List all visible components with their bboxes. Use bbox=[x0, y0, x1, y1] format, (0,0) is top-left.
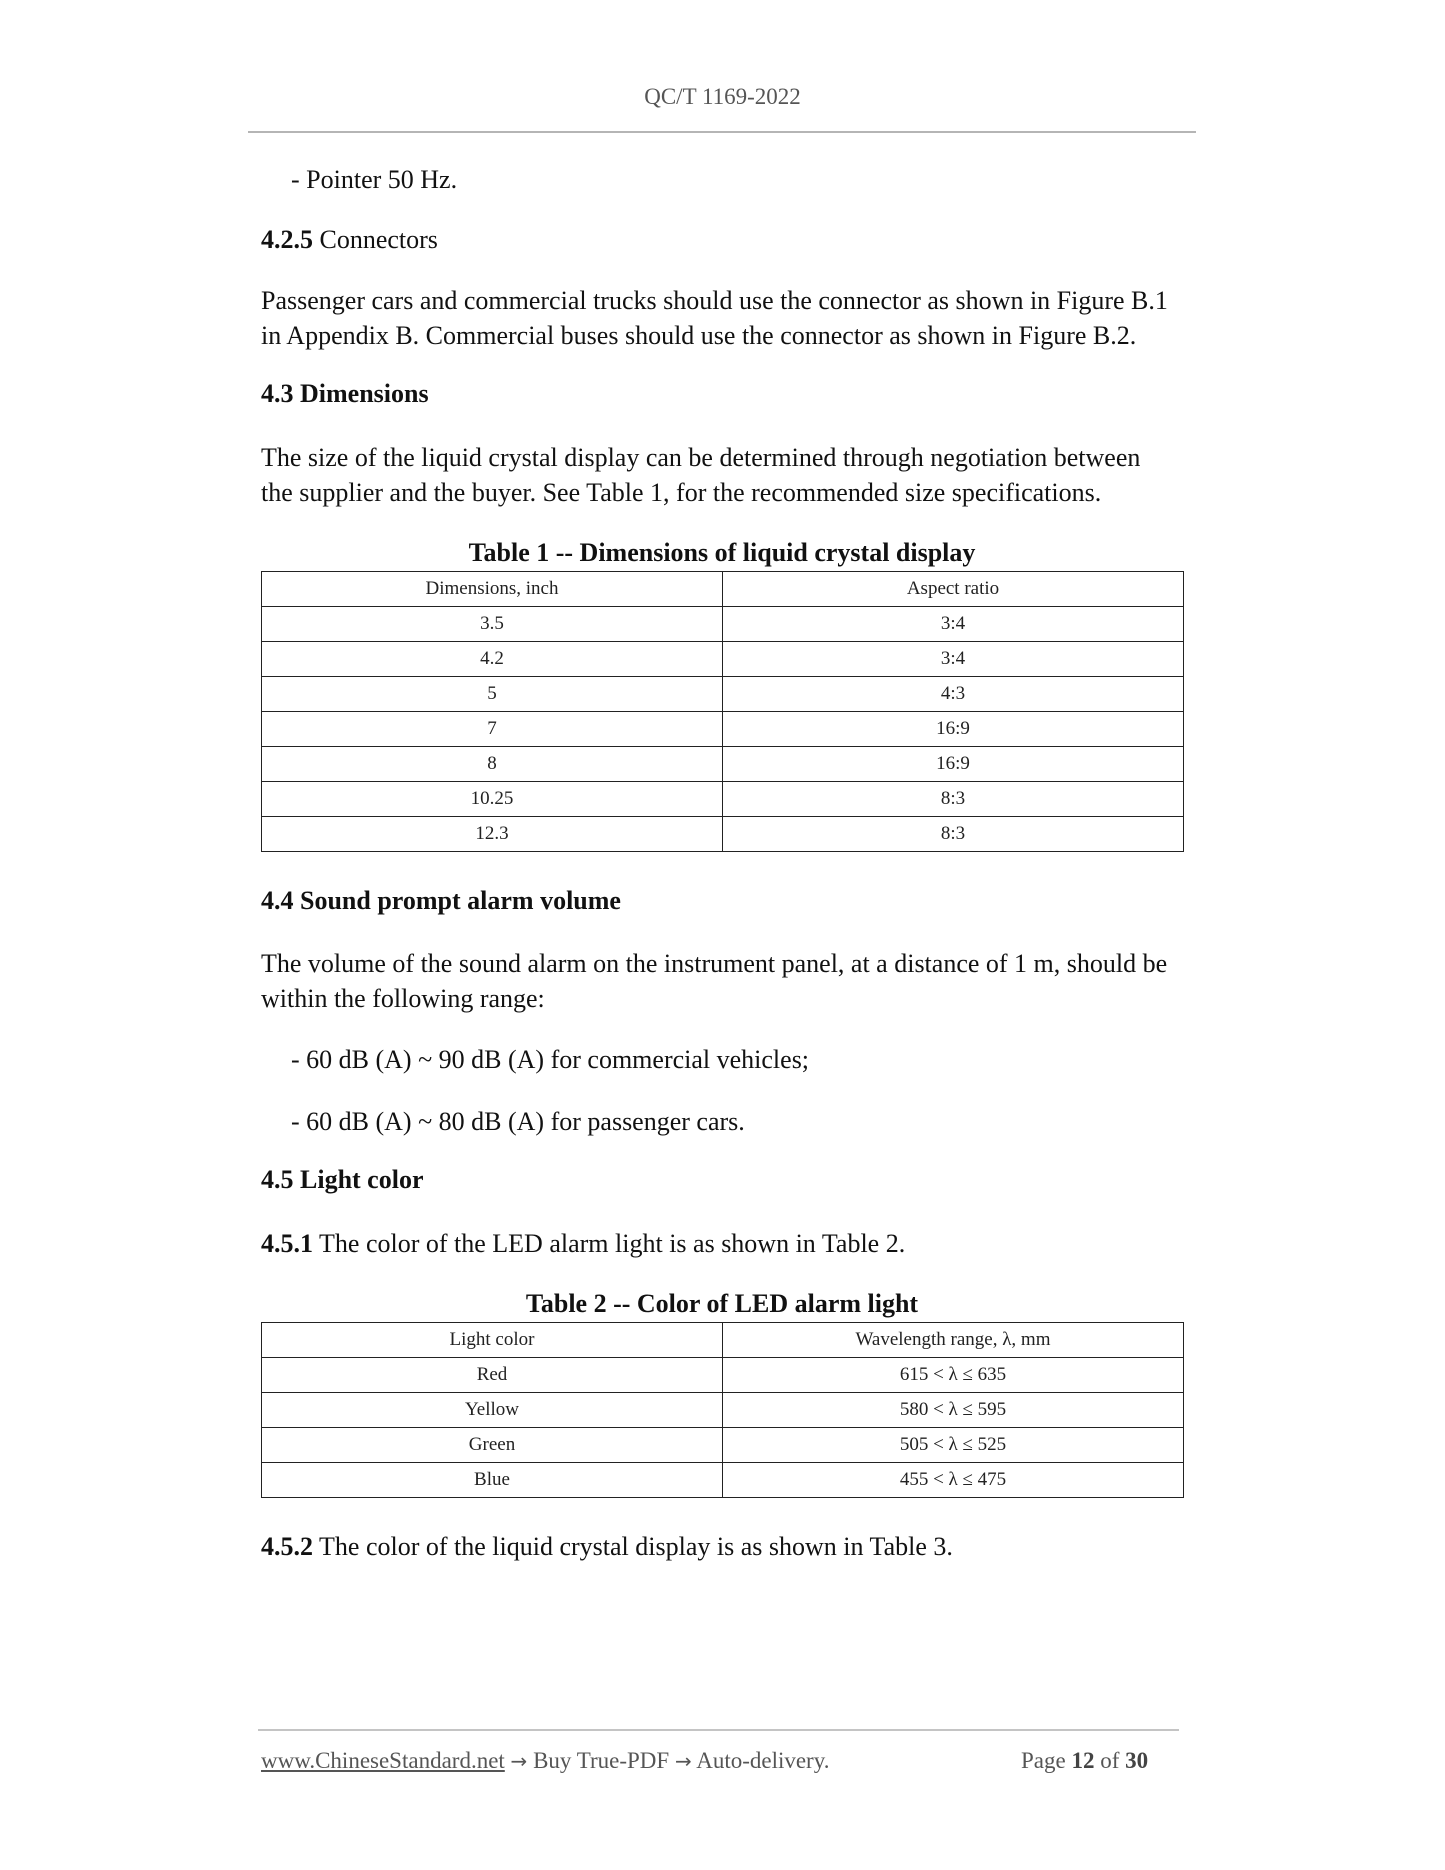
of-label: of bbox=[1100, 1748, 1120, 1773]
pointer-frequency-line: - Pointer 50 Hz. bbox=[291, 165, 458, 194]
alarm-volume-paragraph bbox=[261, 946, 1183, 1016]
table-row bbox=[262, 607, 1184, 642]
table-cell: 12.3 bbox=[262, 817, 723, 852]
table-row bbox=[262, 712, 1184, 747]
arrow-right-icon: → bbox=[510, 1749, 528, 1773]
dimensions-paragraph bbox=[261, 440, 1183, 510]
table-cell: 615 < λ ≤ 635 bbox=[723, 1358, 1184, 1393]
section-4-4-heading: 4.4 Sound prompt alarm volume bbox=[261, 886, 621, 915]
paragraph-line: The size of the liquid crystal display can be determined through negotiation between bbox=[261, 443, 1141, 472]
table-row bbox=[262, 782, 1184, 817]
section-text: The color of the liquid crystal display is as shown in Table 3. bbox=[319, 1532, 953, 1561]
page-label: Page bbox=[1021, 1748, 1066, 1773]
column-header: Aspect ratio bbox=[723, 572, 1184, 607]
table-row bbox=[262, 1463, 1184, 1498]
table-row bbox=[262, 1358, 1184, 1393]
table-row bbox=[262, 817, 1184, 852]
table-cell: Blue bbox=[262, 1463, 723, 1498]
chinesestandard-link[interactable]: www.ChineseStandard.net bbox=[261, 1748, 505, 1773]
current-page-number: 12 bbox=[1071, 1748, 1095, 1773]
table-cell: Red bbox=[262, 1358, 723, 1393]
section-title: Connectors bbox=[319, 225, 438, 254]
table-cell: 8:3 bbox=[723, 782, 1184, 817]
section-4-5-heading: 4.5 Light color bbox=[261, 1165, 424, 1194]
paragraph-line: Passenger cars and commercial trucks should use the connector as shown in Figure B.1 bbox=[261, 286, 1168, 315]
passenger-cars-volume-bullet: - 60 dB (A) ~ 80 dB (A) for passenger cars. bbox=[291, 1107, 745, 1136]
table-cell: 580 < λ ≤ 595 bbox=[723, 1393, 1184, 1428]
column-header: Light color bbox=[262, 1323, 723, 1358]
table-cell: 10.25 bbox=[262, 782, 723, 817]
table-cell: 455 < λ ≤ 475 bbox=[723, 1463, 1184, 1498]
table-cell: 16:9 bbox=[723, 747, 1184, 782]
connectors-paragraph bbox=[261, 283, 1183, 353]
table-cell: 4.2 bbox=[262, 642, 723, 677]
table-2-led-colors bbox=[261, 1322, 1184, 1498]
table-row bbox=[262, 1393, 1184, 1428]
section-4-2-5-heading bbox=[261, 222, 438, 257]
table-cell: 8:3 bbox=[723, 817, 1184, 852]
buy-true-pdf-text: Buy True-PDF bbox=[533, 1748, 670, 1773]
section-4-5-1-text bbox=[261, 1226, 905, 1261]
paragraph-line: in Appendix B. Commercial buses should use the connector as shown in Figure B.2. bbox=[261, 321, 1137, 350]
table-cell: 505 < λ ≤ 525 bbox=[723, 1428, 1184, 1463]
section-4-5-2-text bbox=[261, 1529, 953, 1564]
document-id-header: QC/T 1169-2022 bbox=[644, 84, 801, 109]
table-cell: 5 bbox=[262, 677, 723, 712]
total-pages-number: 30 bbox=[1125, 1748, 1149, 1773]
table-header-row bbox=[262, 1323, 1184, 1358]
table-header-row bbox=[262, 572, 1184, 607]
page-indicator bbox=[1021, 1748, 1148, 1774]
table-cell: 3:4 bbox=[723, 642, 1184, 677]
table-cell: 8 bbox=[262, 747, 723, 782]
paragraph-line: The volume of the sound alarm on the instrument panel, at a distance of 1 m, should be bbox=[261, 949, 1168, 978]
table-1-caption: Table 1 -- Dimensions of liquid crystal display bbox=[468, 538, 976, 567]
table-cell: 4:3 bbox=[723, 677, 1184, 712]
table-row bbox=[262, 1428, 1184, 1463]
auto-delivery-text: Auto-delivery. bbox=[696, 1748, 830, 1773]
paragraph-line: within the following range: bbox=[261, 984, 545, 1013]
table-cell: 3.5 bbox=[262, 607, 723, 642]
table-cell: 16:9 bbox=[723, 712, 1184, 747]
table-cell: Yellow bbox=[262, 1393, 723, 1428]
section-number: 4.5.2 bbox=[261, 1532, 313, 1561]
section-number: 4.2.5 bbox=[261, 225, 313, 254]
commercial-vehicles-volume-bullet: - 60 dB (A) ~ 90 dB (A) for commercial vehicles; bbox=[291, 1045, 810, 1074]
table-cell: 3:4 bbox=[723, 607, 1184, 642]
section-text: The color of the LED alarm light is as shown in Table 2. bbox=[319, 1229, 906, 1258]
column-header: Wavelength range, λ, mm bbox=[723, 1323, 1184, 1358]
footer-promo bbox=[261, 1748, 829, 1774]
column-header: Dimensions, inch bbox=[262, 572, 723, 607]
table-row bbox=[262, 642, 1184, 677]
arrow-right-icon: → bbox=[674, 1749, 692, 1773]
table-cell: Green bbox=[262, 1428, 723, 1463]
table-1-lcd-dimensions bbox=[261, 571, 1184, 852]
table-row bbox=[262, 747, 1184, 782]
section-number: 4.5.1 bbox=[261, 1229, 313, 1258]
header-divider bbox=[248, 131, 1196, 133]
table-cell: 7 bbox=[262, 712, 723, 747]
table-row bbox=[262, 677, 1184, 712]
footer-divider bbox=[258, 1729, 1179, 1731]
table-2-caption: Table 2 -- Color of LED alarm light bbox=[525, 1289, 919, 1318]
paragraph-line: the supplier and the buyer. See Table 1, for the recommended size specifications. bbox=[261, 478, 1102, 507]
section-4-3-heading: 4.3 Dimensions bbox=[261, 379, 429, 408]
